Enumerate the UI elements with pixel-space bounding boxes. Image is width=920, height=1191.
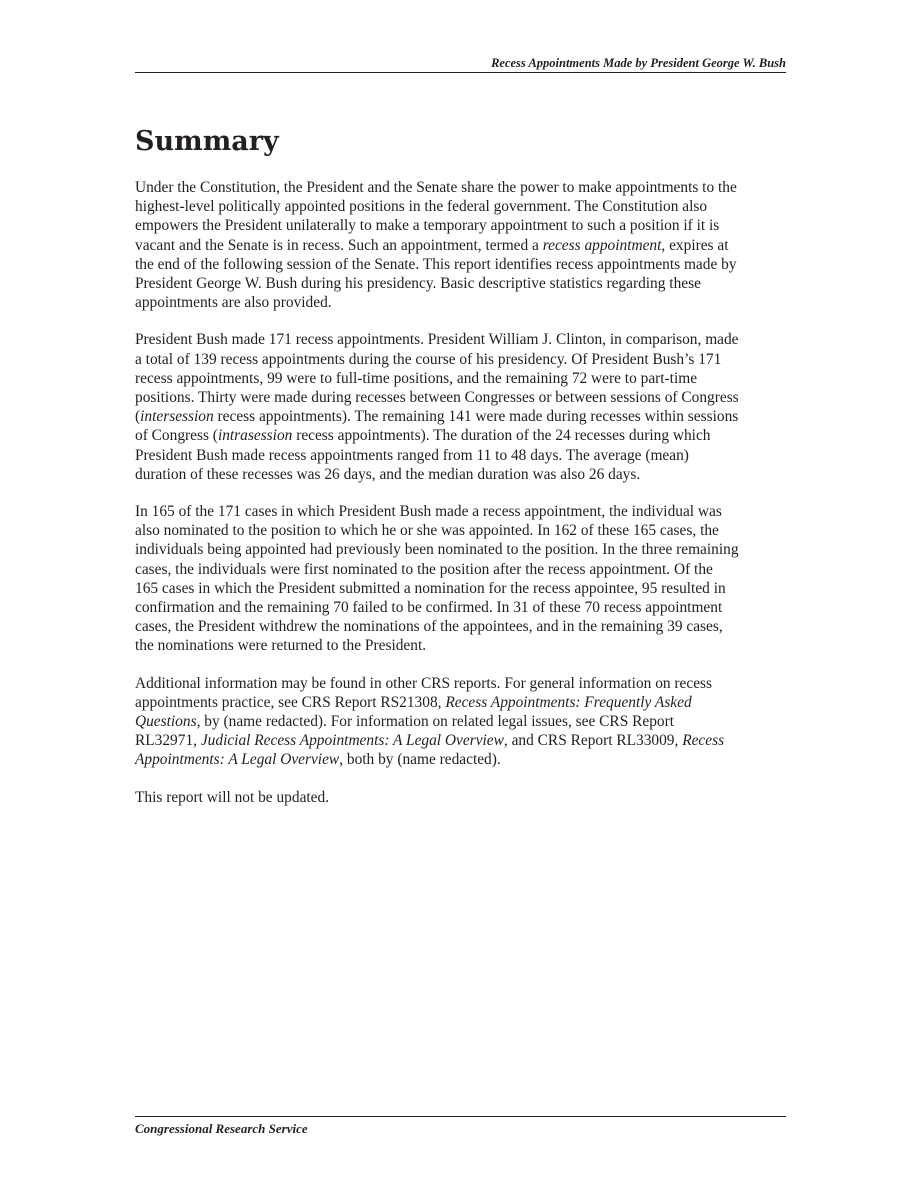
paragraph-line [135, 274, 786, 293]
paragraph-line [135, 521, 786, 540]
italic-term: intersession [140, 408, 214, 426]
text-run: recess appointments). The remaining 141 were made during recesses within sessions [213, 408, 739, 426]
text-run: vacant and the Senate is in recess. Such an appointment, termed a [135, 236, 543, 254]
text-run: also nominated to the position to which he or she was appointed. In 162 of these 165 cases, the [135, 522, 719, 540]
text-run: , by (name redacted). For information on related legal issues, see CRS Report [196, 713, 674, 731]
italic-term: Recess [682, 732, 725, 750]
text-run: ( [135, 408, 141, 426]
page-title: Summary [135, 126, 279, 157]
paragraph-line [135, 407, 786, 426]
paragraph-line [135, 693, 786, 712]
text-run: President Bush made 171 recess appointments. President William J. Clinton, in comparison, made [135, 331, 739, 349]
summary-paragraph [135, 674, 786, 770]
text-run: President Bush made recess appointments ranged from 11 to 48 days. The average (mean) [135, 446, 689, 464]
text-run: duration of these recesses was 26 days, and the median duration was also 26 days. [135, 465, 641, 483]
text-run: recess appointments). The duration of the 24 recesses during which [292, 427, 711, 445]
text-run: President George W. Bush during his presidency. Basic descriptive statistics regarding these [135, 275, 701, 293]
paragraph-line [135, 579, 786, 598]
text-run: , expires at [661, 236, 729, 254]
summary-body [135, 178, 786, 825]
text-run: RL32971, [135, 732, 201, 750]
header-divider [135, 72, 786, 73]
text-run: confirmation and the remaining 70 failed to be confirmed. In 31 of these 70 recess appointment [135, 599, 723, 617]
paragraph-line [135, 216, 786, 235]
paragraph-line [135, 636, 786, 655]
paragraph-line [135, 293, 786, 312]
text-run: In 165 of the 171 cases in which President Bush made a recess appointment, the individual was [135, 503, 722, 521]
paragraph-line [135, 788, 786, 807]
text-run: , both by (name redacted). [339, 751, 501, 769]
paragraph-line [135, 674, 786, 693]
text-run: Under the Constitution, the President and the Senate share the power to make appointments to the [135, 179, 737, 196]
text-run: cases, the President withdrew the nominations of the appointees, and in the remaining 39 cases, [135, 618, 723, 636]
text-run: of Congress ( [135, 427, 218, 445]
footer-text: Congressional Research Service [135, 1121, 308, 1136]
italic-term: intrasession [217, 427, 293, 445]
summary-paragraph [135, 330, 786, 484]
italic-term: recess appointment [542, 236, 662, 254]
paragraph-line [135, 446, 786, 465]
text-run: recess appointments, 99 were to full-time positions, and the remaining 72 were to part-time [135, 369, 698, 387]
italic-term: Judicial Recess Appointments: A Legal Overview [200, 732, 504, 750]
paragraph-line [135, 502, 786, 521]
paragraph-line [135, 560, 786, 579]
text-run: the nominations were returned to the President. [135, 637, 427, 655]
paragraph-line [135, 178, 786, 197]
text-run: 165 cases in which the President submitted a nomination for the recess appointee, 95 resulted in [135, 579, 726, 597]
text-run: empowers the President unilaterally to make a temporary appointment to such a position if it is [135, 217, 720, 235]
paragraph-line [135, 617, 786, 636]
paragraph-line [135, 388, 786, 407]
text-run: a total of 139 recess appointments during the course of his presidency. Of President Bush’s 171 [135, 350, 722, 368]
italic-term: Appointments: A Legal Overview [135, 751, 340, 769]
text-run: the end of the following session of the Senate. This report identifies recess appointments made by [135, 255, 737, 273]
paragraph-line [135, 330, 786, 349]
text-run: highest-level politically appointed positions in the federal government. The Constitution also [135, 198, 708, 216]
running-header: Recess Appointments Made by President George W. Bush [491, 56, 786, 70]
text-run: positions. Thirty were made during recesses between Congresses or between sessions of Congress [135, 389, 739, 407]
text-run: This report will not be updated. [135, 788, 330, 806]
paragraph-line [135, 712, 786, 731]
text-run: appointments practice, see CRS Report RS21308, [135, 693, 446, 711]
paragraph-line [135, 236, 786, 255]
text-run: cases, the individuals were first nominated to the position after the recess appointment. Of the [135, 560, 713, 578]
paragraph-line [135, 465, 786, 484]
paragraph-line [135, 731, 786, 750]
footer-divider [135, 1116, 786, 1117]
text-run: Additional information may be found in other CRS reports. For general information on recess [135, 674, 713, 692]
paragraph-line [135, 540, 786, 559]
italic-term: Recess Appointments: Frequently Asked [445, 693, 692, 711]
paragraph-line [135, 369, 786, 388]
paragraph-line [135, 426, 786, 445]
summary-paragraph [135, 502, 786, 656]
summary-paragraph [135, 178, 786, 312]
paragraph-line [135, 750, 786, 769]
text-run: appointments are also provided. [135, 294, 332, 312]
paragraph-line [135, 197, 786, 216]
paragraph-line [135, 598, 786, 617]
text-run: , and CRS Report RL33009, [503, 732, 683, 750]
paragraph-line [135, 255, 786, 274]
italic-term: Questions [135, 713, 197, 731]
summary-paragraph [135, 788, 786, 807]
paragraph-line [135, 350, 786, 369]
text-run: individuals being appointed had previously been nominated to the position. In the three remaining [135, 541, 739, 559]
